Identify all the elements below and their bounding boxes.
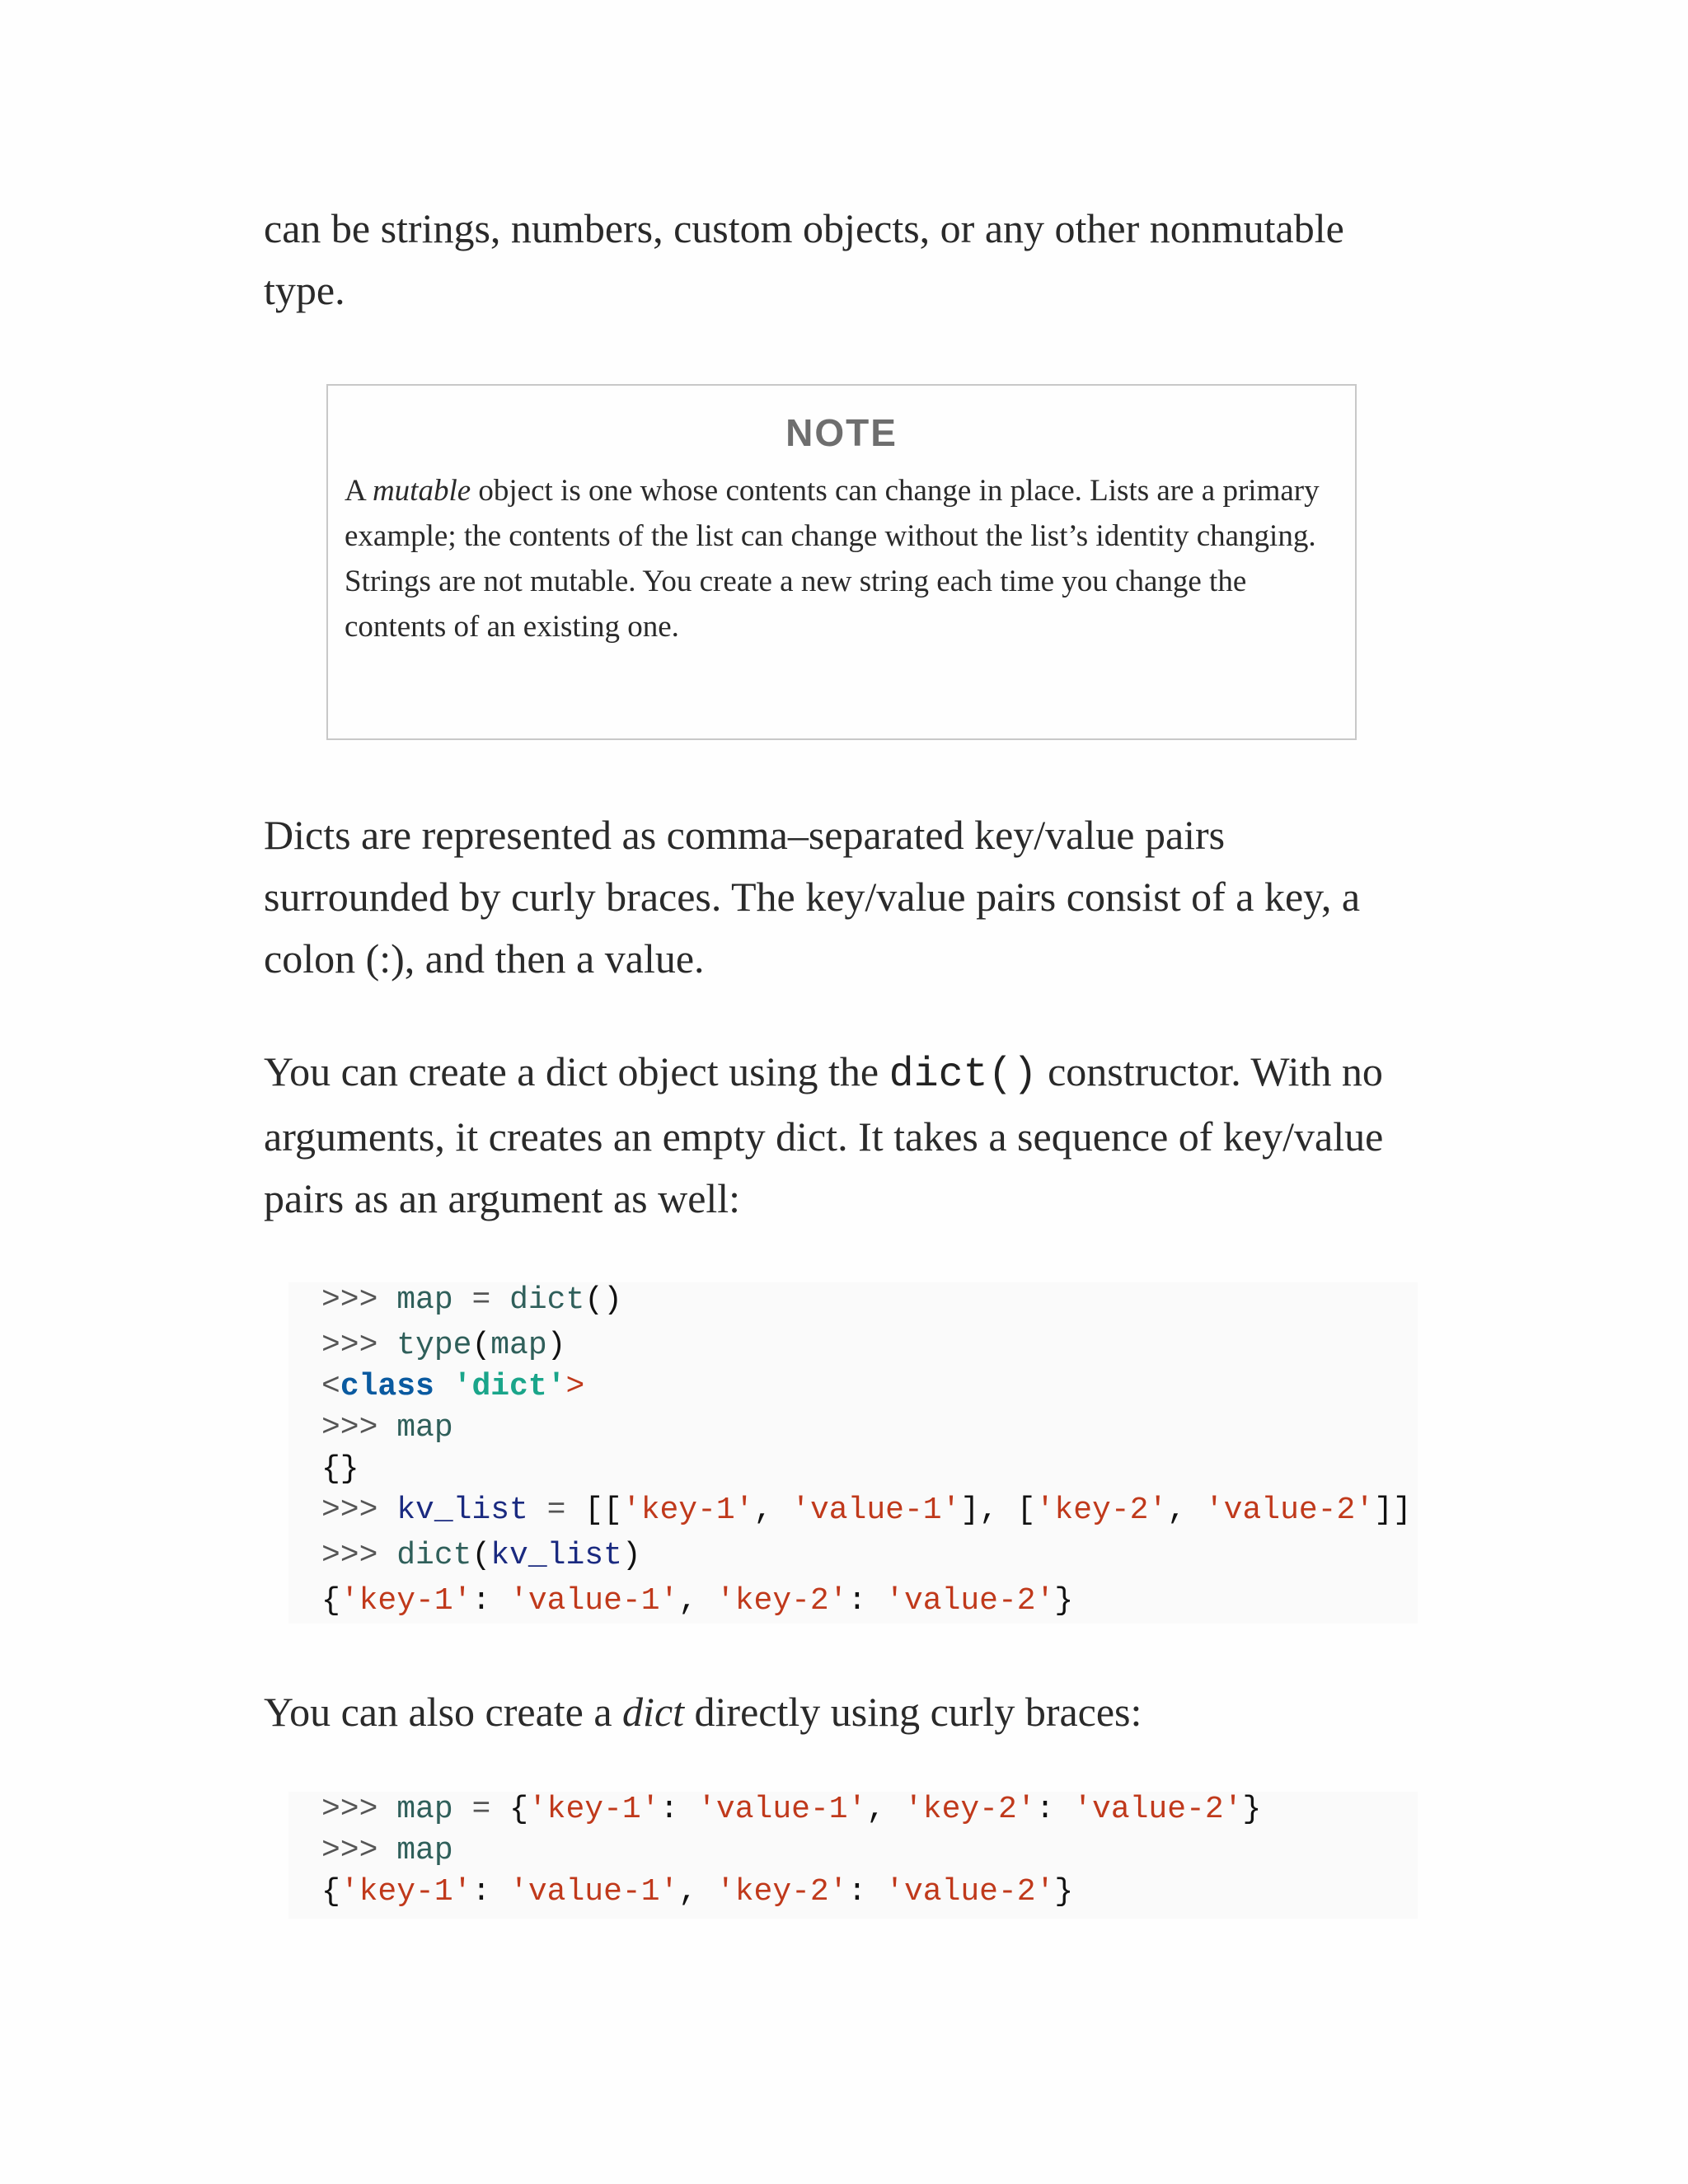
code-token: ( [471,1328,491,1363]
prompt: >>> [321,1493,397,1528]
code-token: class [340,1369,434,1404]
code-token: 'key-1' [340,1583,472,1619]
prompt: >>> [321,1538,397,1573]
note-body [345,468,1337,649]
code-token: ) [546,1328,566,1363]
code-line [321,1493,1412,1528]
code-token: , [753,1493,792,1528]
code-token: < [321,1369,340,1404]
code-token: } [1242,1792,1262,1827]
code-token: type [396,1328,472,1363]
code-token: 'key-1' [621,1493,754,1528]
code-token: : [847,1583,886,1619]
code-token: [ [1016,1493,1036,1528]
code-token: dict [396,1538,472,1573]
code-line [321,1369,584,1404]
note-title: NOTE [785,411,898,454]
code-token: } [1054,1874,1074,1910]
code-line [321,1583,1073,1619]
prompt: >>> [321,1282,397,1318]
code-token: , [866,1792,904,1827]
code-token: : [471,1583,510,1619]
code-token: 'value-1' [791,1493,961,1528]
code-token: kv_list [490,1538,622,1573]
code-token: 'key-2' [1035,1493,1168,1528]
prompt: >>> [321,1792,397,1827]
paragraph-3-rest: constructor. With no arguments, it creates an empty dict. It takes a sequence of key/value pairs as an argument as well: [264,1048,1384,1221]
paragraph-2: Dicts are represented as comma–separated key/value pairs surrounded by curly braces. The key/value pairs consist of a key, a colon (:), and then a value. [264,812,1361,982]
code-token: 'value-1' [509,1874,679,1910]
prompt: >>> [321,1328,397,1363]
code-token: } [1054,1583,1074,1619]
code-token: : [847,1874,886,1910]
code-token: map [396,1282,453,1318]
code-token: { [509,1792,528,1827]
code-token: , [1167,1493,1205,1528]
code-token: kv_list [396,1493,528,1528]
code-token: map [396,1410,453,1446]
code-token: = [528,1493,585,1528]
code-token: {} [321,1451,359,1487]
code-line [321,1538,641,1573]
code-line [321,1874,1073,1910]
code-token: { [321,1874,340,1910]
code-token: ]] [1374,1493,1412,1528]
note-term-mutable: mutable [372,474,471,508]
code-token: map [396,1833,453,1868]
note-body-rest: object is one whose contents can change in place. Lists are a primary example; the contents of the list can change without the list’s identity changing. Strings are not mutable. You create a new string each time you change the contents of an existing one. [345,474,1320,644]
code-token: 'key-1' [528,1792,660,1827]
paragraph-1: can be strings, numbers, custom objects, or any other nonmutable type. [264,205,1344,313]
code-token: map [396,1792,453,1827]
code-token: 'value-2' [1204,1493,1375,1528]
code-token: = [452,1792,510,1827]
prompt: >>> [321,1833,397,1868]
inline-code-dict: dict() [889,1052,1038,1099]
code-token: 'key-1' [340,1874,472,1910]
code-token: dict [509,1282,585,1318]
code-line [321,1282,622,1318]
term-dict: dict [622,1689,685,1735]
code-token: 'key-2' [715,1583,848,1619]
code-line [321,1451,359,1487]
code-block-2 [288,1792,1418,1919]
code-line [321,1833,453,1868]
code-line [321,1328,565,1363]
code-token: 'dict' [434,1369,566,1404]
code-token: [[ [584,1493,622,1528]
code-token: 'value-2' [885,1874,1055,1910]
code-block-1 [288,1282,1418,1624]
code-token: 'value-2' [885,1583,1055,1619]
code-token: ( [471,1538,491,1573]
code-token: > [565,1369,585,1404]
code-token: ) [621,1538,641,1573]
code-token: ] [960,1493,980,1528]
prompt: >>> [321,1410,397,1446]
paragraph-3-start: You can create a dict object using the [264,1048,889,1094]
code-token: map [490,1328,547,1363]
code-line [321,1792,1261,1827]
code-token: 'value-1' [509,1583,679,1619]
code-token: , [678,1583,716,1619]
code-token: , [678,1874,716,1910]
code-token: 'value-1' [697,1792,867,1827]
paragraph-3 [264,1041,1418,1230]
code-token: () [584,1282,622,1318]
note-body-start: A [345,474,373,508]
paragraph-4 [264,1681,1418,1743]
code-token: : [659,1792,698,1827]
code-token: : [1035,1792,1074,1827]
code-token: 'key-2' [903,1792,1036,1827]
code-token: : [471,1874,510,1910]
paragraph-4-start: You can also create a [264,1689,623,1735]
code-line [321,1410,453,1446]
code-token: 'key-2' [715,1874,848,1910]
code-token: , [979,1493,1017,1528]
note-box [326,384,1357,740]
paragraph-4-rest: directly using curly braces: [684,1689,1142,1735]
code-token: { [321,1583,340,1619]
code-token: 'value-2' [1073,1792,1243,1827]
code-token: = [452,1282,510,1318]
